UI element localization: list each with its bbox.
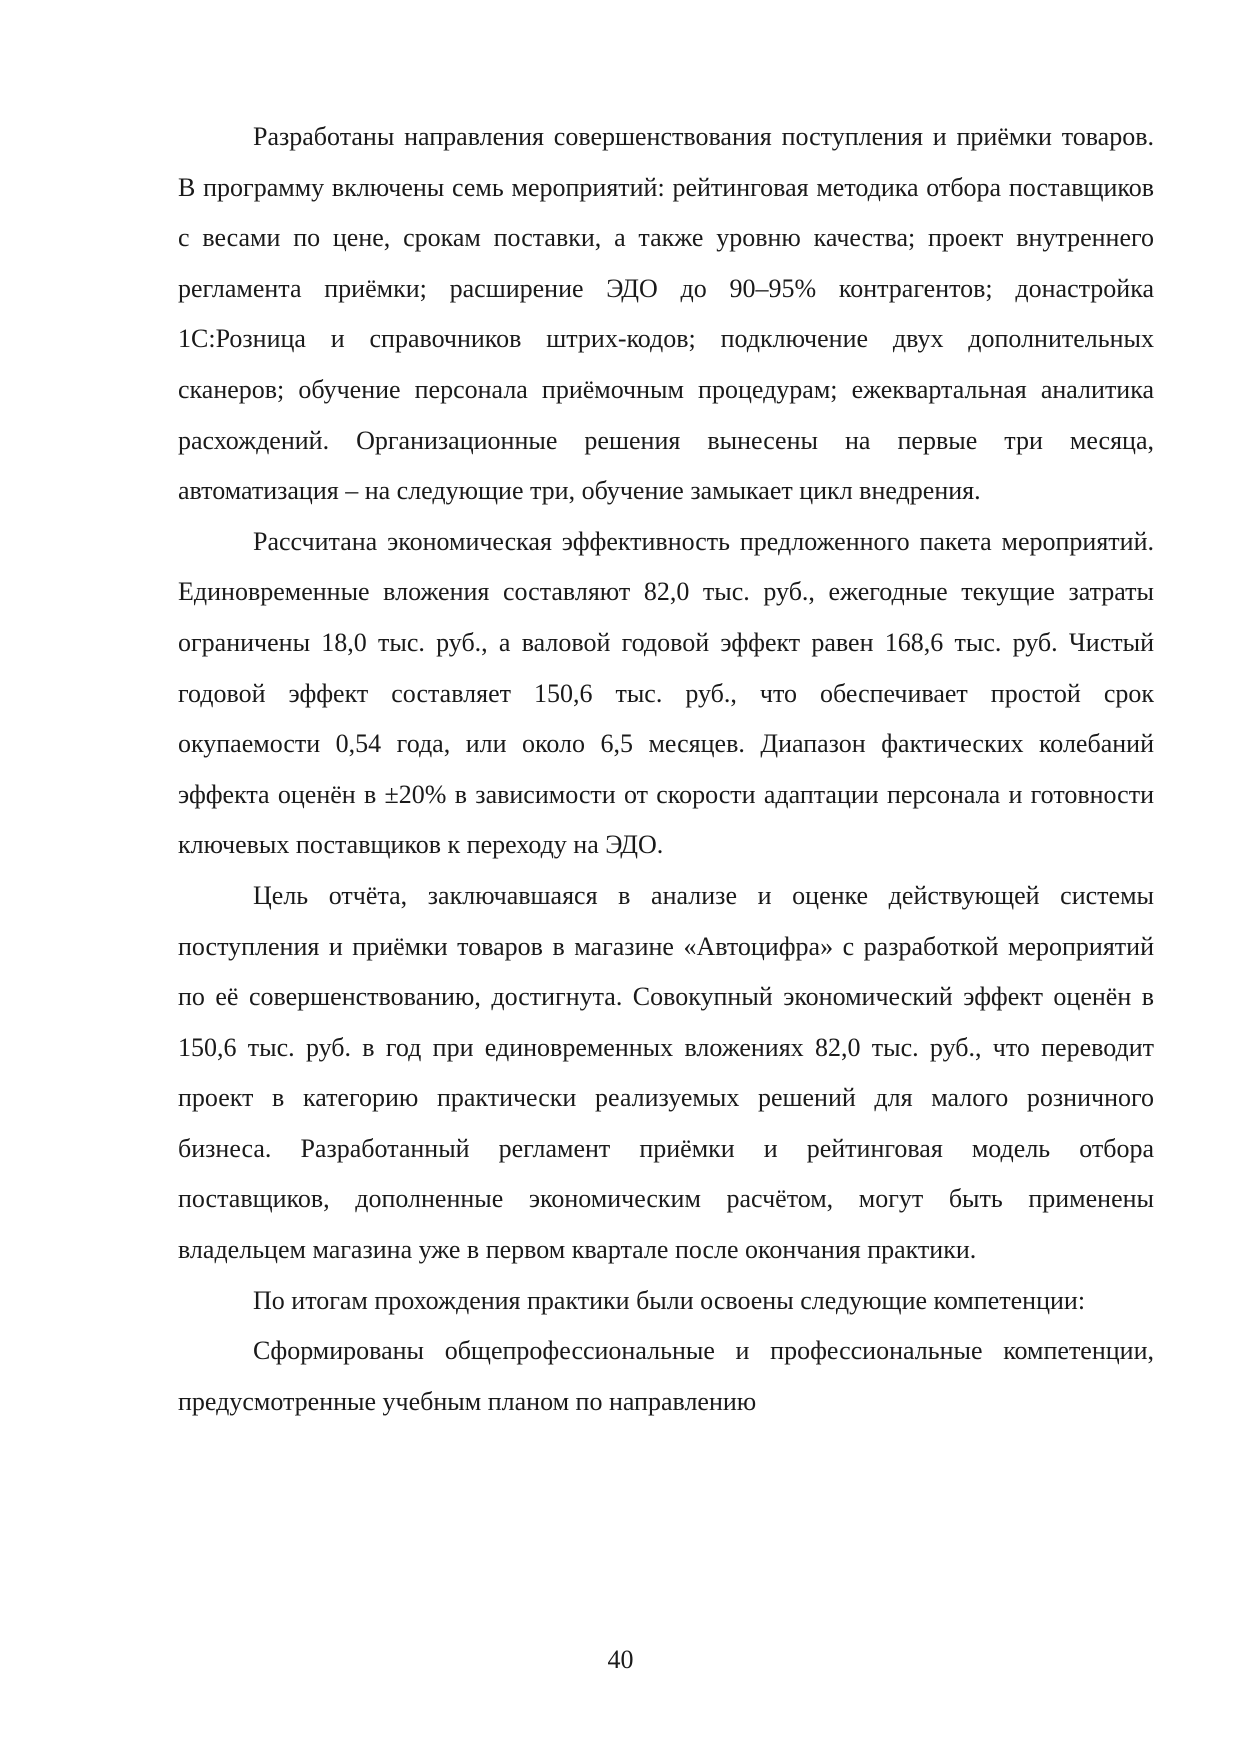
paragraph-improvement-directions: Разработаны направления совершенствования поступления и приёмки товаров. В программу включены семь мероприятий: рейтинговая методика отбора поставщиков с весами по цене, срокам поставки, а также уровню качества; проект внутреннего регламента приёмки; расширение ЭДО до 90–95% контрагентов; донастройка 1С:Розница и справочников штрих-кодов; подключение двух дополнительных сканеров; обучение персонала приёмочным процедурам; ежеквартальная аналитика расхождений. Организационные решения вынесены на первые три месяца, автоматизация – на следующие три, обучение замыкает цикл внедрения. <box>178 122 1154 506</box>
paragraph-competencies-formed: Сформированы общепрофессиональные и профессиональные компетенции, предусмотренные учебным планом по направлению <box>178 1336 1154 1416</box>
body-text <box>178 112 1154 1427</box>
paragraph-report-goal: Цель отчёта, заключавшаяся в анализе и оценке действующей системы поступления и приёмки товаров в магазине «Автоцифра» с разработкой мероприятий по её совершенствованию, достигнута. Совокупный экономический эффект оценён в 150,6 тыс. руб. в год при единовременных вложениях 82,0 тыс. руб., что переводит проект в категорию практически реализуемых решений для малого розничного бизнеса. Разработанный регламент приёмки и рейтинговая модель отбора поставщиков, дополненные экономическим расчётом, могут быть применены владельцем магазина уже в первом квартале после окончания практики. <box>178 880 1154 1265</box>
page-number: 40 <box>607 1645 634 1674</box>
paragraph-economic-efficiency: Рассчитана экономическая эффективность предложенного пакета мероприятий. Единовременные вложения составляют 82,0 тыс. руб., ежегодные текущие затраты ограничены 18,0 тыс. руб., а валовой годовой эффект равен 168,6 тыс. руб. Чистый годовой эффект составляет 150,6 тыс. руб., что обеспечивает простой срок окупаемости 0,54 года, или около 6,5 месяцев. Диапазон фактических колебаний эффекта оценён в ±20% в зависимости от скорости адаптации персонала и готовности ключевых поставщиков к переходу на ЭДО. <box>178 526 1154 860</box>
paragraph-competencies-intro: По итогам прохождения практики были освоены следующие компетенции: <box>253 1285 1086 1315</box>
